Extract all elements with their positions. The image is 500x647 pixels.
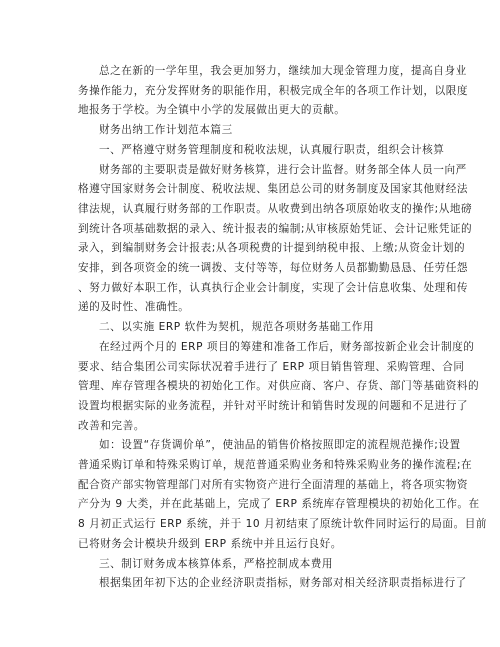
text-line: 根据集团年初下达的企业经济职责指标，财务部对相关经济职责指标进行了: [99, 577, 467, 590]
text-line: 在经过两个月的 ERP 项目的筹建和准备工作后，财务部按新企业会计制度的: [99, 340, 475, 353]
text-line: 到统计各项基础数据的录入、统计报表的编制;从审核原始凭证、会计记账凭证的: [78, 222, 473, 235]
text-line: 如：设置“存货调价单”，使油品的销售价格按照即定的流程规范操作;设置: [99, 439, 461, 452]
text-line: 录入，到编制财务会计报表;从各项税费的计提到纳税申报、上缴;从资金计划的: [78, 242, 466, 255]
text-line: 务操作能力，充分发挥财务的职能作用，积极完成全年的各项工作计划，以限度: [78, 84, 469, 97]
text-line: 设置均根据实际的业务流程，并针对平时统计和销售时发现的问题和不足进行了: [78, 399, 469, 412]
text-line: 二、以实施 ERP 软件为契机，规范各项财务基础工作用: [99, 321, 375, 334]
text-line: 财务部的主要职责是做好财务核算，进行会计监督。财务部全体人员一向严: [99, 163, 467, 176]
text-line: 、努力做好本职工作，认真执行企业会计制度，实现了会计信息收集、处理和传: [78, 281, 469, 294]
text-line: 普通采购订单和特殊采购订单，规范普通采购业务和特殊采购业务的操作流程;在: [78, 459, 473, 472]
text-line: 管理、库存管理各模块的初始化工作。对供应商、客户、存货、部门等基础资料的: [78, 380, 480, 393]
text-line: 地报务于学校。为全镇中小学的发展做出更大的贡献。: [78, 104, 346, 117]
text-line: 配合资产部实物管理部门对所有实物资产进行全面清理的基础上，将各项实物资: [78, 478, 469, 491]
text-line: 财务出纳工作计划范本篇三: [99, 124, 233, 137]
text-line: 总之在新的一学年里，我会更加努力，继续加大现金管理力度，提高自身业: [99, 65, 467, 77]
text-line: 已将财务会计模块升级到 ERP 系统中并且运行良好。: [78, 537, 342, 550]
text-line: 产分为 9 大类，并在此基础上，完成了 ERP 系统库存管理模块的初始化工作。在: [78, 498, 480, 511]
text-line: 安排，到各项资金的统一调拨、支付等等，每位财务人员都勤勤恳恳、任劳任怨: [78, 262, 469, 275]
text-line: 律法规，认真履行财务部的工作职责。从收费到出纳各项原始收支的操作;从地磅: [78, 202, 473, 215]
text-line: 要求、结合集团公司实际状况着手进行了 ERP 项目销售管理、采购管理、合同: [78, 360, 465, 373]
text-line: 格遵守国家财务会计制度、税收法规、集团总公司的财务制度及国家其他财经法: [78, 183, 469, 196]
document-body: [78, 62, 488, 594]
text-line: 三、制订财务成本核算体系，严格控制成本费用: [99, 557, 334, 570]
text-line: 8 月初正式运行 ERP 系统，并于 10 月初结束了原统计软件同时运行的局面。目前: [78, 518, 488, 531]
text-line: 改善和完善。: [78, 419, 145, 432]
text-line: 一、严格遵守财务管理制度和税收法规，认真履行职责，组织会计核算: [99, 143, 445, 156]
text-line: 递的及时性、准确性。: [78, 301, 190, 314]
